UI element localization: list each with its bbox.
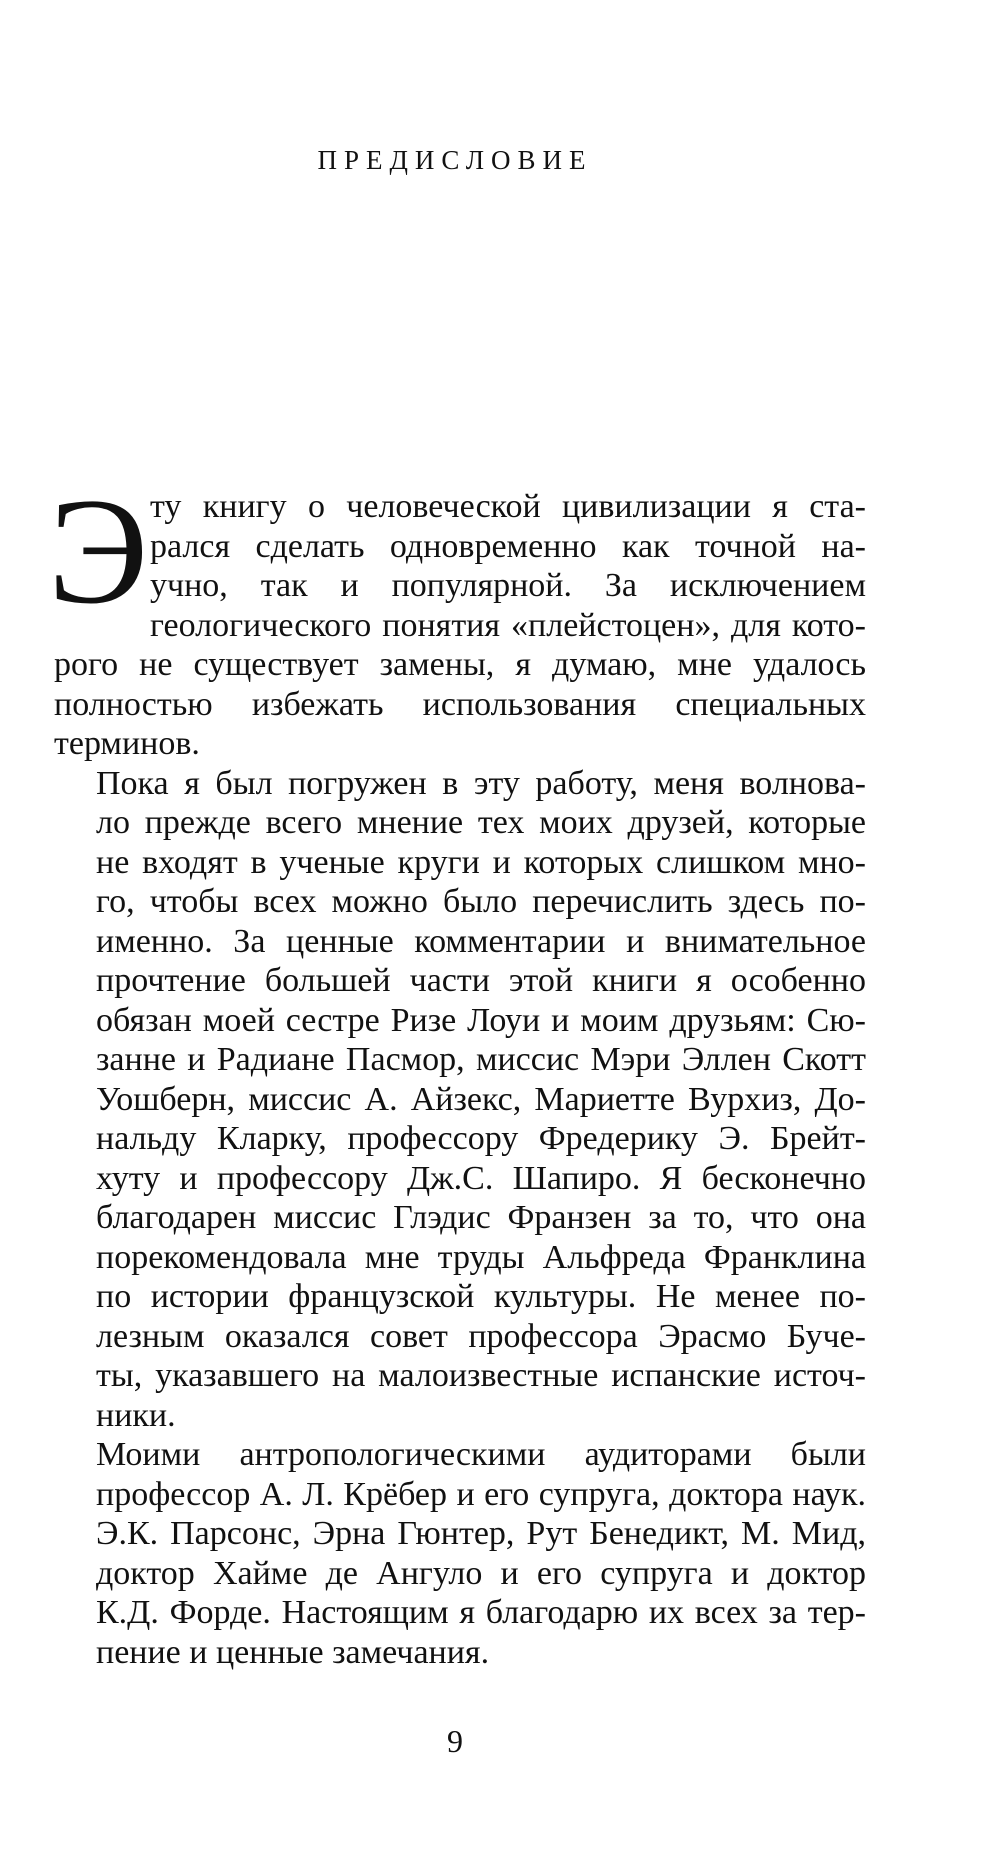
paragraph-1	[48, 467, 866, 764]
text-line: полностью избежать использования специальных	[54, 685, 866, 723]
text-line: благодарен миссис Глэдис Франзен за то, что она	[96, 1199, 866, 1236]
text-line: ты, указавшего на малоизвестные испанские источ-	[96, 1357, 866, 1394]
text-line: Моими антропологическими аудиторами были	[96, 1436, 866, 1473]
text-line: прочтение большей части этой книги я особенно	[96, 962, 866, 999]
paragraph-3	[54, 1435, 866, 1672]
body-text	[48, 467, 866, 1672]
text-line: рого не существует замены, я думаю, мне удалось	[54, 646, 866, 683]
text-line: порекомендовала мне труды Альфреда Франклина	[96, 1238, 866, 1276]
text-line: геологического понятия «плейстоцен», для кото-	[150, 606, 866, 644]
page-title: ПРЕДИСЛОВИЕ	[317, 145, 593, 175]
text-line: ники.	[96, 1396, 176, 1434]
text-line: Уошберн, миссис А. Айзекс, Мариетте Вурхиз, До-	[96, 1080, 866, 1118]
text-line: го, чтобы всех можно было перечислить здесь по-	[96, 883, 866, 920]
text-line: именно. За ценные комментарии и внимательное	[96, 922, 866, 960]
text-line: профессор А. Л. Крёбер и его супруга, доктора наук.	[96, 1475, 866, 1513]
paragraph-2	[54, 764, 866, 1436]
text-line: обязан моей сестре Ризе Лоуи и моим друзьям: Сю-	[96, 1001, 866, 1039]
text-line: Э.К. Парсонс, Эрна Гюнтер, Рут Бенедикт, М. Мид,	[96, 1515, 866, 1552]
text-line: не входят в ученые круги и которых слишком мно-	[96, 843, 866, 881]
text-line: терминов.	[54, 725, 200, 762]
text-line: хуту и профессору Дж.С. Шапиро. Я бесконечно	[96, 1159, 866, 1197]
text-line: занне и Радиане Пасмор, миссис Мэри Эллен Скотт	[96, 1041, 866, 1078]
text-line: рался сделать одновременно как точной на-	[150, 527, 866, 565]
text-line: лезным оказался совет профессора Эрасмо Буче-	[96, 1317, 866, 1355]
text-line: ло прежде всего мнение тех моих друзей, которые	[96, 804, 866, 841]
text-line: пение и ценные замечания.	[96, 1633, 490, 1671]
text-line: доктор Хайме де Ангуло и его супруга и доктор	[96, 1554, 866, 1592]
drop-cap: Э	[48, 467, 149, 635]
text-line: К.Д. Форде. Настоящим я благодарю их всех за тер-	[96, 1594, 866, 1631]
text-line: учно, так и популярной. За исключением	[150, 567, 866, 604]
text-line: Пока я был погружен в эту работу, меня волнова-	[96, 764, 866, 802]
text-line: ту книгу о человеческой цивилизации я ста-	[150, 488, 866, 525]
text-line: нальду Кларку, профессору Фредерику Э. Брейт-	[96, 1120, 866, 1157]
text-line: по истории французской культуры. Не менее по-	[96, 1278, 866, 1315]
page-number: 9	[447, 1723, 463, 1759]
